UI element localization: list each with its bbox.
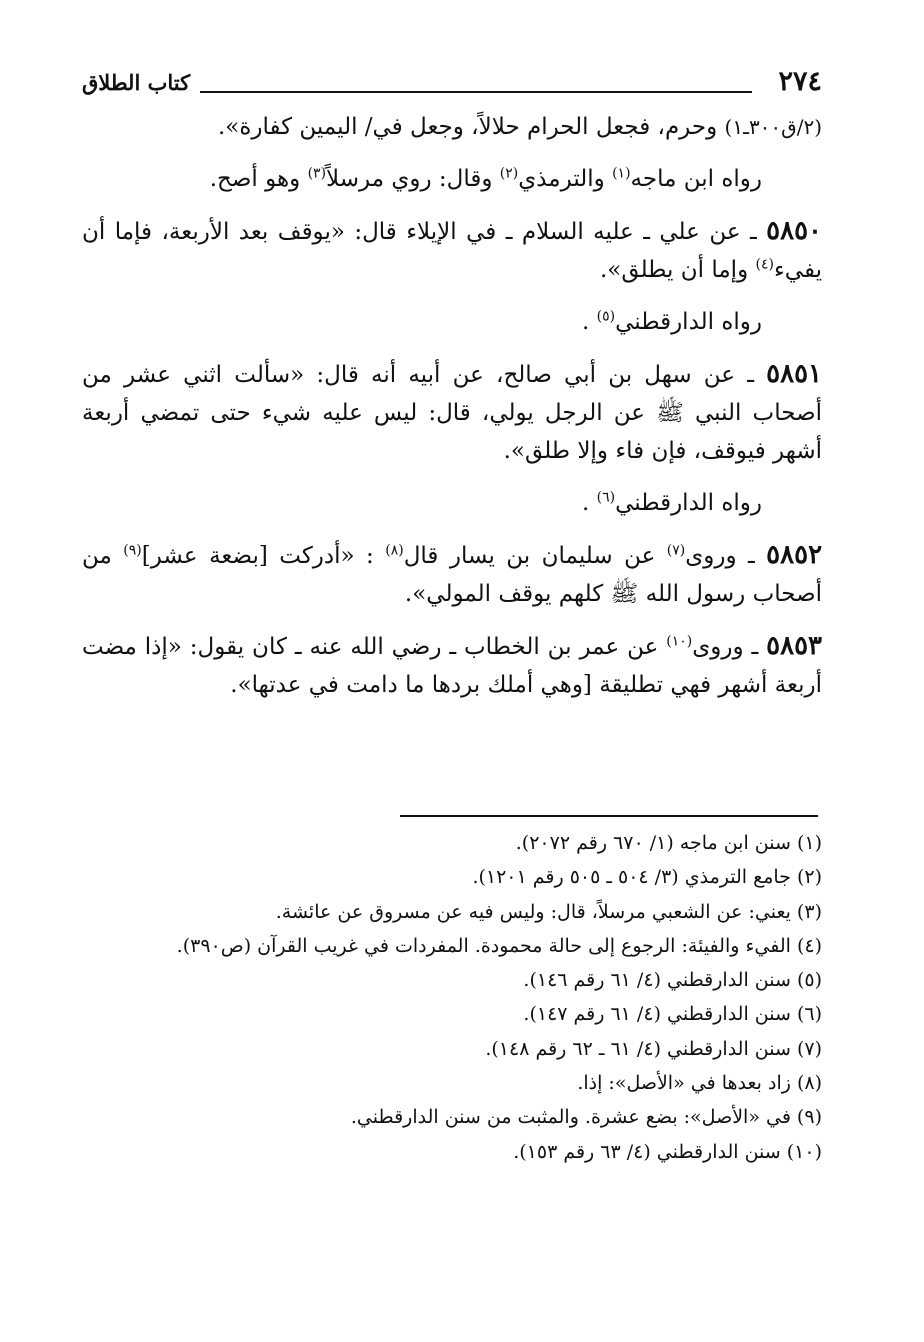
hadith-text: عن عمر بن الخطاب ـ رضي الله عنه ـ كان يقول: «إذا مضت أربعة أشهر فهي تطليقة [وهي أملك بردها ما دامت في عدتها». xyxy=(82,634,822,698)
source-text: والترمذي xyxy=(518,166,613,192)
footnote-ref: (٤) xyxy=(755,256,774,273)
intro-line: وحرم، فجعل الحرام حلالاً، وجعل في/ اليمين كفارة». xyxy=(217,114,718,140)
footnote-2: (٢) جامع الترمذي (٣/ ٥٠٤ ـ ٥٠٥ رقم ١٢٠١). xyxy=(472,866,822,889)
footnote-1: (١) سنن ابن ماجه (١/ ٦٧٠ رقم ٢٠٧٢). xyxy=(515,832,822,854)
hadith-5851 xyxy=(82,355,822,470)
footnote-divider xyxy=(400,815,818,817)
footnote-10: (١٠) سنن الدارقطني (٤/ ٦٣ رقم ١٥٣). xyxy=(513,1140,822,1163)
source-text: رواه ابن ماجه xyxy=(630,166,762,192)
hadith-5850 xyxy=(82,212,822,289)
page-header xyxy=(82,66,822,106)
footnote-ref: (١٠) xyxy=(666,633,693,650)
hadith-number: ٥٨٥٠ xyxy=(766,216,822,246)
hadith-text: : «أدركت [بضعة عشر] xyxy=(141,543,386,569)
hadith-5853 xyxy=(82,627,822,704)
source-text: وقال: روي مرسلاً xyxy=(326,166,500,192)
footnote-7: (٧) سنن الدارقطني (٤/ ٦١ ـ ٦٢ رقم ١٤٨). xyxy=(485,1037,822,1060)
hadith-5851-source xyxy=(82,484,822,522)
source-text: . xyxy=(582,490,597,516)
main-text xyxy=(82,108,822,718)
source-text: رواه الدارقطني xyxy=(615,490,762,516)
footnote-8: (٨) زاد بعدها في «الأصل»: إذا. xyxy=(577,1072,822,1095)
footnote-ref: (٣) xyxy=(307,165,327,182)
hadith-5852 xyxy=(82,536,822,613)
hadith-text: ـ عن علي ـ عليه السلام ـ في الإيلاء قال: «يوقف بعد الأربعة، فإما أن يفيء xyxy=(82,219,822,283)
hadith-5850-source xyxy=(82,303,822,341)
footnote-ref: (١) xyxy=(612,165,631,182)
footnote-4: (٤) الفيء والفيئة: الرجوع إلى حالة محمودة. المفردات في غريب القرآن (ص٣٩٠). xyxy=(176,934,822,957)
hadith-text: من أصحاب رسول الله ﷺ كلهم يوقف المولي». xyxy=(82,543,822,607)
footnote-ref: (٥) xyxy=(596,308,616,325)
footnote-ref: (٧) xyxy=(666,542,686,559)
page-number: ٢٧٤ xyxy=(778,66,822,97)
footnote-5: (٥) سنن الدارقطني (٤/ ٦١ رقم ١٤٦). xyxy=(523,969,822,992)
intro-paragraph xyxy=(82,108,822,146)
footnote-ref: (٦) xyxy=(596,489,616,506)
manuscript-reference: (٢/ق٣٠٠ـ١) xyxy=(724,115,822,139)
hadith-text: ـ وروى xyxy=(692,634,767,660)
hadith-text: ـ وروى xyxy=(685,543,767,569)
hadith-text: ـ عن سهل بن أبي صالح، عن أبيه أنه قال: «سألت اثني عشر من أصحاب النبي ﷺ عن الرجل يولي، قال: ليس عليه شيء حتى تمضي أربعة أشهر فيوقف، فإن فاء وإلا طلق». xyxy=(82,362,822,464)
source-text: رواه الدارقطني xyxy=(615,309,762,335)
hadith-number: ٥٨٥٣ xyxy=(766,631,822,661)
footnote-ref: (٢) xyxy=(499,165,519,182)
hadith-text: عن سليمان بن يسار قال xyxy=(403,543,667,569)
hadith-text: وإما أن يطلق». xyxy=(600,257,756,283)
footnote-6: (٦) سنن الدارقطني (٤/ ٦١ رقم ١٤٧). xyxy=(523,1003,822,1026)
hadith-number: ٥٨٥١ xyxy=(766,359,822,389)
footnote-ref: (٩) xyxy=(123,542,142,559)
footnote-3: (٣) يعني: عن الشعبي مرسلاً، قال: وليس فيه عن مسروق عن عائشة. xyxy=(275,900,822,923)
source-text: . xyxy=(582,309,597,335)
intro-source xyxy=(82,160,822,198)
running-title: كتاب الطلاق xyxy=(82,70,191,95)
hadith-number: ٥٨٥٢ xyxy=(766,540,823,570)
header-rule xyxy=(200,91,752,93)
source-text: وهو أصح. xyxy=(209,166,308,192)
footnotes xyxy=(82,826,822,1169)
footnote-ref: (٨) xyxy=(385,542,404,559)
footnote-9: (٩) في «الأصل»: بضع عشرة. والمثبت من سنن الدارقطني. xyxy=(350,1106,822,1129)
